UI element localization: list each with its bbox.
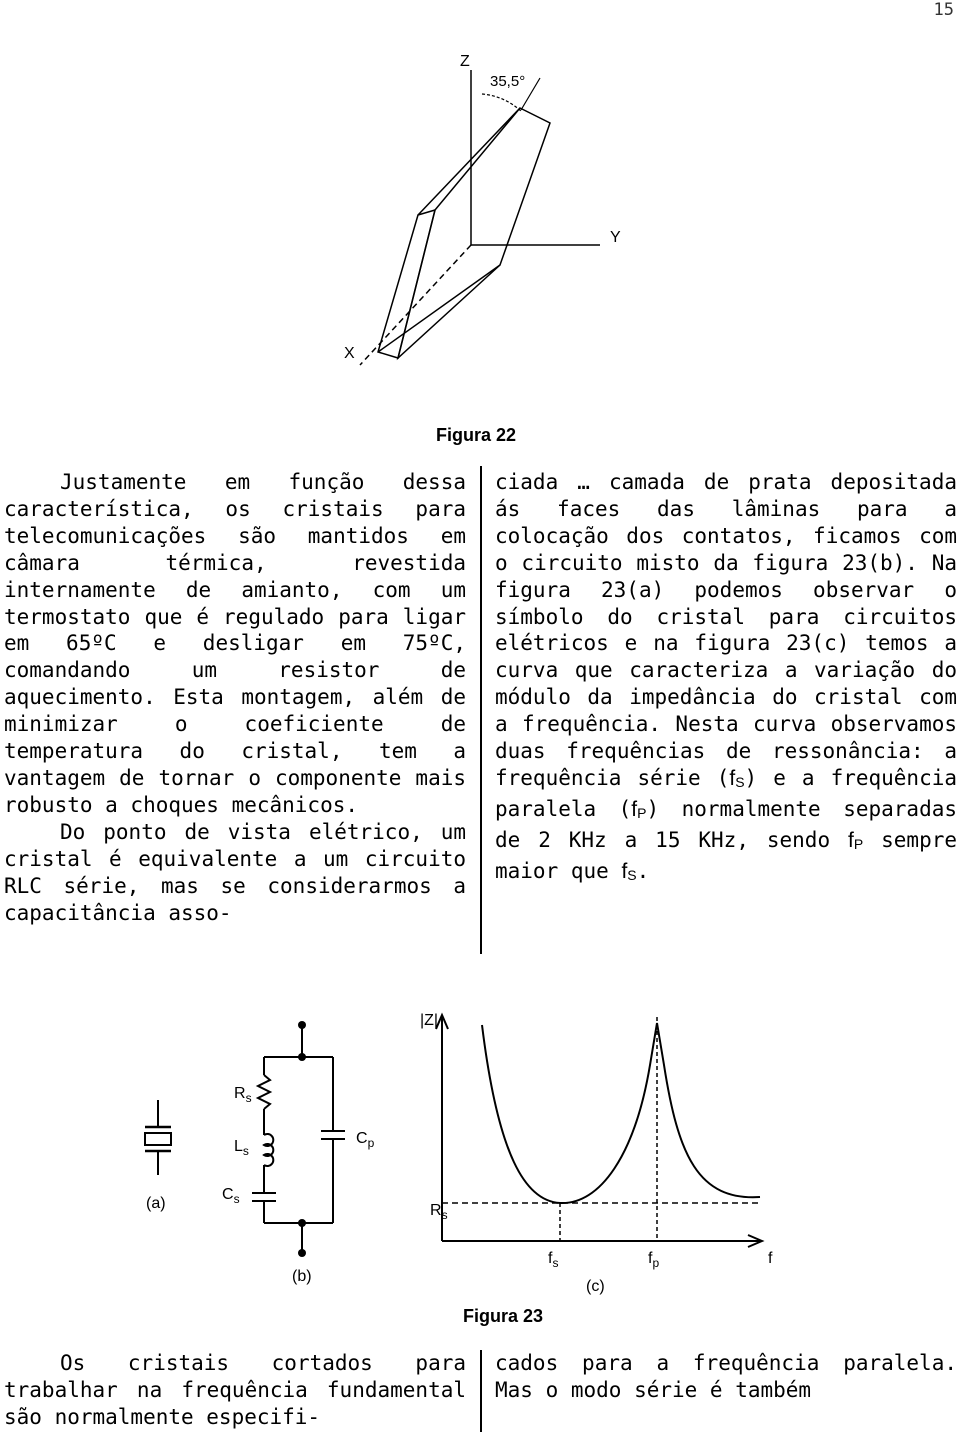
axis-y-label: Y [610,229,621,246]
right-column-section2 [495,1350,957,1404]
figure-23-crystal-circuit-and-curve [130,1005,810,1295]
column-divider-2 [480,1350,482,1432]
z-axis-label: |Z| [420,1012,439,1029]
paragraph-electrical-view: Do ponto de vista elétrico, um cristal é equivalente a um circuito RLC série, mas se considerarmos a capacitância asso- [4,819,466,925]
f-axis-label: f [768,1250,773,1267]
paragraph-parallel-frequency: cados para a frequência paralela. Mas o modo série é também [495,1351,957,1402]
axis-z-label: Z [460,53,470,70]
label-a: (a) [146,1195,166,1212]
crystal-bottom-edge [378,265,500,352]
fp-axis-label: $f_p$ [648,1250,660,1270]
left-column-section1 [4,469,466,926]
column-divider-1 [480,466,482,954]
node-top [298,1021,306,1029]
rs-axis-label: $R_s$ [430,1202,448,1222]
node-join [298,1219,306,1227]
impedance-curve [482,1023,760,1203]
text-run: ) e a frequência paralela ( [495,765,957,821]
fs-symbol-main: f [729,766,736,790]
label-b: (b) [292,1268,312,1285]
fp-symbol-main: f [848,828,854,852]
fs-symbol-sub: S [735,773,745,790]
fs-symbol [621,860,636,883]
figure-22-caption: Figura 22 [436,425,517,445]
node-bottom [298,1249,306,1257]
text-run: sempre maior que [495,827,957,883]
text-run: ) normalmente separadas de 2 KHz a 15 KHz, sendo [495,796,957,852]
paragraph-thermal-chamber: Justamente em função dessa característica, os cristais para telecomunicações são mantidos em câmara térmica, revestida internamente de amianto, com um termostato que é regulado para ligar em 65ºC e desligar em 75ºC, comandando um resistor de aquecimento. Esta montagem, além de minimizar o coeficiente de temperatura do cristal, tem a vantagem de tornar o componente mais robusto a choques mecânicos. [4,470,466,817]
figure-22-crystal-cut-diagram [330,40,650,380]
text-run: . [636,858,650,883]
page-number: 15 [933,0,954,20]
fs-symbol-main: f [621,859,628,883]
fs-axis-label: $f_s$ [548,1250,559,1270]
cp-label: $C_p$ [356,1130,375,1150]
rs-label: $R_s$ [234,1085,252,1105]
node-split [298,1053,306,1061]
angle-label: 35,5° [490,73,526,90]
crystal-symbol-a [145,1100,171,1175]
figure-23-caption: Figura 23 [463,1306,544,1326]
x-axis [360,245,471,365]
impedance-curve-c [436,1015,762,1247]
ls-label: $L_s$ [234,1138,249,1158]
fp-symbol [848,829,863,852]
fp-symbol [631,798,646,821]
left-column-section2 [4,1350,466,1431]
fp-symbol-sub: P [853,835,864,852]
label-c: (c) [586,1278,605,1295]
right-column-section1 [495,469,957,889]
paragraph-resonance-frequencies [495,469,957,889]
fp-symbol-sub: P [637,804,647,821]
equivalent-circuit-b [252,1025,345,1253]
angle-arc [482,94,522,112]
paragraph-fundamental-cut: Os cristais cortados para trabalhar na frequência fundamental são normalmente especifi- [4,1351,466,1429]
crystal-top-edge [418,108,520,215]
fs-symbol [729,767,744,790]
fp-symbol-main: f [631,797,638,821]
axis-x-label: X [344,345,355,362]
fs-symbol-sub: S [627,866,637,883]
cs-label: $C_s$ [222,1186,240,1206]
crystal-front-face [398,108,550,358]
text-run: ciada … camada de prata depositada ás faces das lâminas para a colocação dos contatos, ficamos com o circuito misto da figura 23(b). Na figura 23(a) podemos observar o símbolo do cristal para circuitos elétricos e na figura 23(c) temos a curva que caracteriza a variação do módulo da impedância do cristal com a frequência. Nesta curva observamos duas frequências de ressonância: a frequência série ( [495,470,957,790]
